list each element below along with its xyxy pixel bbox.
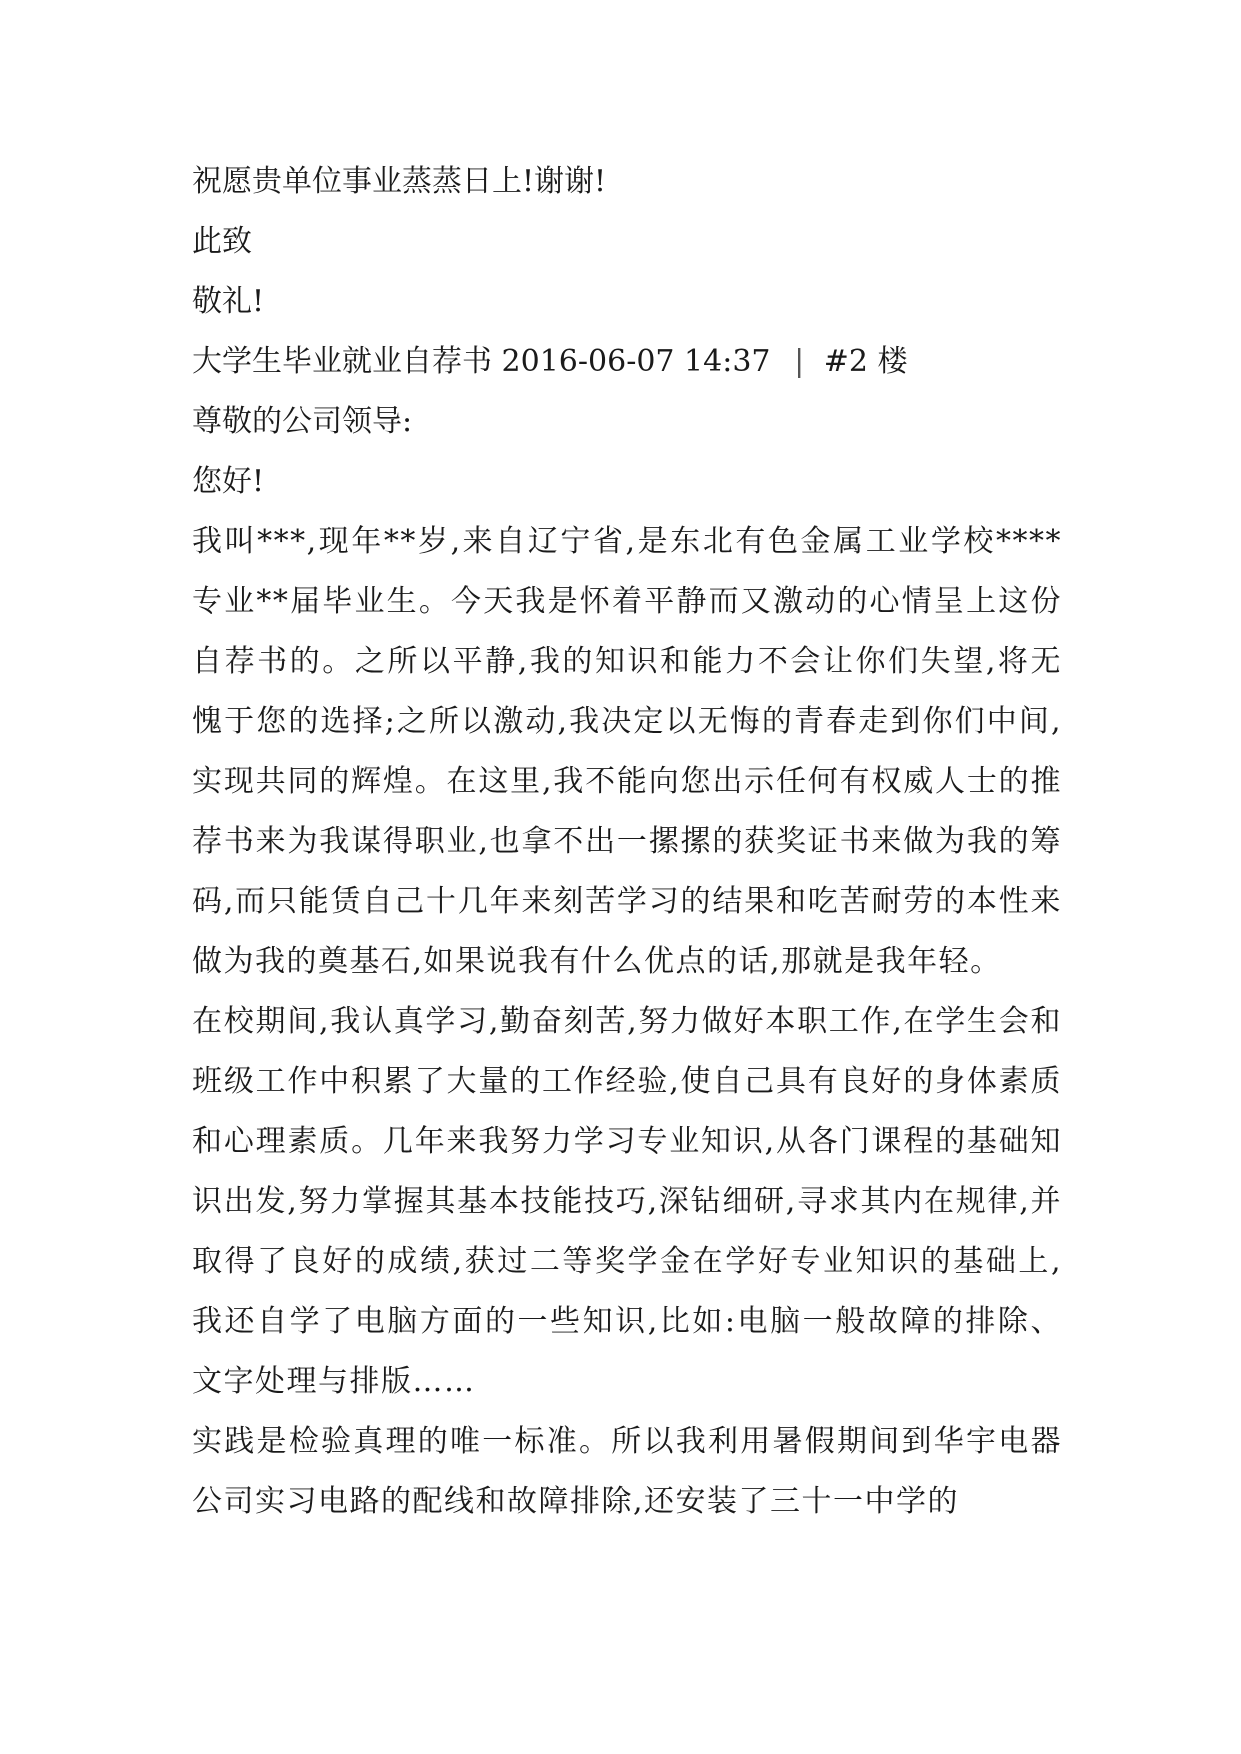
closing-line-2: 敬礼! xyxy=(192,284,265,319)
post-separator: | xyxy=(794,344,805,379)
post-title: 大学生毕业就业自荐书 xyxy=(192,344,492,379)
paragraph-intro: 我叫***,现年**岁,来自辽宁省,是东北有色金属工业学校****专业**届毕业生。今天我是怀着平静而又激动的心情呈上这份自荐书的。之所以平静,我的知识和能力不会让你们失望,将无愧于您的选择;之所以激动,我决定以无悔的青春走到你们中间,实现共同的辉煌。在这里,我不能向您出示任何有权威人士的推荐书来为我谋得职业,也拿不出一摞摞的获奖证书来做为我的筹码,而只能赁自己十几年来刻苦学习的结果和吃苦耐劳的本性来做为我的奠基石,如果说我有什么优点的话,那就是我年轻。 xyxy=(192,524,1062,979)
salutation: 尊敬的公司领导: xyxy=(192,404,413,439)
document-page xyxy=(192,152,1062,1532)
greeting: 您好! xyxy=(192,464,265,499)
paragraph-practice: 实践是检验真理的唯一标准。所以我利用暑假期间到华宇电器公司实习电路的配线和故障排除,还安装了三十一中学的 xyxy=(192,1424,1062,1519)
closing-wish: 祝愿贵单位事业蒸蒸日上!谢谢! xyxy=(192,164,607,199)
post-header xyxy=(192,332,1062,392)
post-floor-link[interactable]: #2 楼 xyxy=(823,344,908,379)
post-timestamp: 2016-06-07 14:37 xyxy=(501,344,771,379)
paragraph-school: 在校期间,我认真学习,勤奋刻苦,努力做好本职工作,在学生会和班级工作中积累了大量的工作经验,使自己具有良好的身体素质和心理素质。几年来我努力学习专业知识,从各门课程的基础知识出发,努力掌握其基本技能技巧,深钻细研,寻求其内在规律,并取得了良好的成绩,获过二等奖学金在学好专业知识的基础上,我还自学了电脑方面的一些知识,比如:电脑一般故障的排除、文字处理与排版…… xyxy=(192,1004,1062,1399)
closing-line-1: 此致 xyxy=(192,224,252,259)
